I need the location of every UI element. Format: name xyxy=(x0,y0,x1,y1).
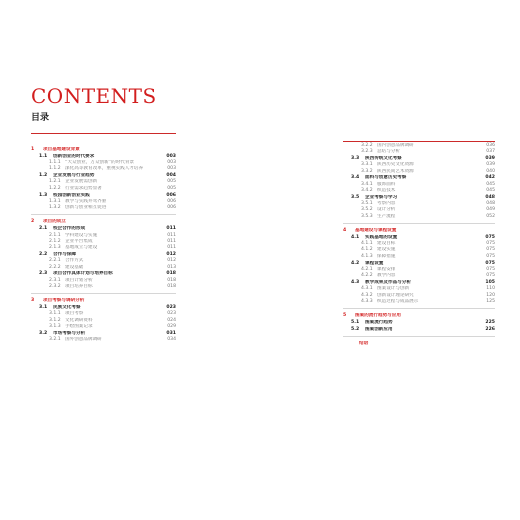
toc-number: 2.2 xyxy=(39,251,48,257)
toc-number: 3.5.1 xyxy=(361,201,373,207)
toc-number: 1 xyxy=(31,147,35,152)
toc-page-number: 011 xyxy=(167,245,176,251)
toc-entry-text: 企业考察与学习 xyxy=(365,194,398,200)
toc-page-number: 012 xyxy=(167,258,176,264)
toc-page-number: 024 xyxy=(167,317,176,323)
toc-number: 2.3.1 xyxy=(49,277,61,283)
section-divider xyxy=(343,336,495,337)
left-rule xyxy=(31,133,176,134)
toc-entry-text: 建设目标 xyxy=(377,241,396,247)
toc-entry-text: 校企合作的形成 xyxy=(53,226,86,232)
toc-entry-text: 建设实施 xyxy=(377,247,396,253)
toc-entry-text: 基地建设与课程设置 xyxy=(355,228,397,234)
toc-entry-text: 国外创意品牌调研 xyxy=(65,337,102,343)
toc-entry-text: 图案的流行趋势与应用 xyxy=(355,313,401,319)
toc-number: 4.1 xyxy=(351,234,360,240)
toc-number: 3.5 xyxy=(351,194,360,200)
toc-page-number: 023 xyxy=(166,305,176,311)
toc-page-number: 005 xyxy=(167,185,176,191)
toc-entry-text: 服饰面料 xyxy=(377,181,396,187)
toc-number: 1.2.1 xyxy=(49,179,61,185)
toc-page-number: 034 xyxy=(167,337,176,343)
toc-number: 3.5.3 xyxy=(361,213,373,219)
toc-number: 2.3 xyxy=(39,271,48,277)
toc-page-number: 075 xyxy=(486,253,495,259)
toc-number: 3.2.1 xyxy=(49,337,61,343)
toc-page-number: 005 xyxy=(167,179,176,185)
toc-entry-text: 深化高等教育改革，重视实践人才培养 xyxy=(65,166,144,172)
toc-number: 4 xyxy=(343,228,347,234)
toc-number: 2.1.1 xyxy=(49,232,61,238)
toc-entry-text: 图案流行趋势 xyxy=(365,319,393,325)
toc-number: 3.2 xyxy=(39,330,48,336)
toc-number: 4.3 xyxy=(351,279,360,285)
toc-subsection xyxy=(343,254,495,260)
toc-subsection xyxy=(31,245,176,251)
toc-entry-text: 织造技术 xyxy=(377,188,396,194)
toc-page-number: 011 xyxy=(167,238,176,244)
toc-page-number: 037 xyxy=(486,149,495,155)
toc-entry-text: 企业平台集成 xyxy=(65,238,93,244)
toc-entry-text: 设计分析 xyxy=(377,207,396,213)
toc-number: 3.2.3 xyxy=(361,149,373,155)
contents-title-cn: 目录 xyxy=(31,113,50,123)
toc-entry-text: 创新创业的时代要求 xyxy=(53,153,95,159)
toc-page-number: 048 xyxy=(485,194,495,200)
toc-entry-text: 基地成立与建设 xyxy=(65,245,98,251)
toc-entry-text: 项目基地建设背景 xyxy=(43,147,80,152)
toc-number: 3.1.3 xyxy=(49,323,61,329)
toc-chapter xyxy=(343,228,495,234)
toc-page-number: 075 xyxy=(486,241,495,247)
toc-page-number: 018 xyxy=(167,277,176,283)
toc-entry-text: 国内创意品牌调研 xyxy=(377,143,414,148)
toc-entry-text: 考察内容 xyxy=(377,201,396,207)
toc-entry-text: 实践基地的设置 xyxy=(365,234,398,240)
toc-entry-text: 陕西历史文化资源 xyxy=(377,162,414,168)
toc-chapter xyxy=(31,147,176,153)
toc-subsection xyxy=(31,166,176,172)
toc-entry-text: 校园创新创业实践 xyxy=(53,192,90,198)
toc-entry-text: 项目考察与调研分析 xyxy=(43,298,85,304)
toc-page-number: 048 xyxy=(486,201,495,207)
toc-chapter xyxy=(343,313,495,319)
toc-page-number: 036 xyxy=(486,143,495,148)
toc-entry-text: 教学内容 xyxy=(377,273,396,279)
toc-entry-text: 建设基础 xyxy=(65,264,84,270)
toc-page-number: 013 xyxy=(167,264,176,270)
toc-number: 2.3.2 xyxy=(49,283,61,289)
toc-page-number: 125 xyxy=(486,298,495,304)
toc-number: 4.1.1 xyxy=(361,241,373,247)
toc-page-number: 003 xyxy=(166,153,176,159)
toc-number: 1.1.2 xyxy=(49,166,61,172)
toc-number: 1.1 xyxy=(39,153,48,159)
toc-number: 1.3 xyxy=(39,192,48,198)
toc-page-number: 003 xyxy=(167,160,176,166)
section-divider xyxy=(31,214,176,215)
toc-entry-text: 结语 xyxy=(359,341,369,347)
toc-page-number: 004 xyxy=(166,173,176,179)
toc-right-column xyxy=(343,143,495,347)
toc-number: 1.3.1 xyxy=(49,198,61,204)
toc-page-number: 075 xyxy=(486,273,495,279)
toc-number: 3.1.2 xyxy=(49,317,61,323)
toc-entry-text: 企业发展与行业趋势 xyxy=(53,173,95,179)
toc-subsection xyxy=(31,205,176,211)
toc-entry-text: 课程安排 xyxy=(377,266,396,272)
toc-entry-text: 教学成果及作品与分析 xyxy=(365,279,411,285)
toc-conclusion xyxy=(343,341,495,347)
section-divider xyxy=(343,223,495,224)
toc-page-number: 075 xyxy=(485,234,495,240)
toc-entry-text: 合作方式 xyxy=(65,258,84,264)
section-divider xyxy=(31,293,176,294)
section-divider xyxy=(343,308,495,309)
toc-page-number: 225 xyxy=(485,319,495,325)
toc-subsection xyxy=(343,188,495,194)
toc-number: 4.3.1 xyxy=(361,286,373,292)
toc-entry-text: 创新设计理论研究 xyxy=(377,292,414,298)
toc-entry-text: 市场考察与分析 xyxy=(53,330,86,336)
toc-number: 4.3.3 xyxy=(361,298,373,304)
toc-entry-text: 项目考察 xyxy=(65,311,84,317)
toc-entry-text: 企业发展需创新 xyxy=(65,179,98,185)
toc-page-number: 012 xyxy=(166,251,176,257)
toc-subsection xyxy=(31,337,176,343)
toc-entry-text: 织造过程与成品展示 xyxy=(377,298,419,304)
toc-number: 4.2.2 xyxy=(361,273,373,279)
toc-page-number: 003 xyxy=(167,166,176,172)
toc-number: 3.3.2 xyxy=(361,168,373,174)
toc-entry-text: 陕西民间艺术资源 xyxy=(377,168,414,174)
toc-page-number: 120 xyxy=(486,292,495,298)
toc-entry-text: 图案创新应用 xyxy=(365,326,393,332)
toc-number: 1.2 xyxy=(39,173,48,179)
toc-number: 3 xyxy=(31,298,35,304)
toc-page-number: 006 xyxy=(167,205,176,211)
toc-number: 3.5.2 xyxy=(361,207,373,213)
toc-page-number: 023 xyxy=(167,311,176,317)
toc-number: 4.1.3 xyxy=(361,253,373,259)
toc-page-number: 105 xyxy=(485,279,495,285)
toc-number: 3.4 xyxy=(351,175,360,181)
toc-subsection xyxy=(343,214,495,220)
toc-entry-text: 民族文化考察 xyxy=(53,305,81,311)
toc-page-number: 040 xyxy=(486,168,495,174)
toc-page-number: 031 xyxy=(166,330,176,336)
toc-chapter xyxy=(31,298,176,304)
toc-subsection xyxy=(343,169,495,175)
toc-entry-text: 行业需求趋势显著 xyxy=(65,185,102,191)
toc-entry-text: 教学与实践并驾齐驱 xyxy=(65,198,107,204)
toc-entry-text: 图案设计与创新 xyxy=(377,286,410,292)
toc-number: 1.3.2 xyxy=(49,205,61,211)
toc-entry-text: 项目的成立 xyxy=(43,219,66,225)
toc-subsection xyxy=(343,149,495,155)
toc-subsection xyxy=(31,284,176,290)
toc-number: 5 xyxy=(343,313,347,319)
toc-number: 3.4.1 xyxy=(361,181,373,187)
toc-page-number: 039 xyxy=(485,156,495,162)
toc-number: 3.3.1 xyxy=(361,162,373,168)
toc-number: 3.1.1 xyxy=(49,311,61,317)
toc-entry-text: 项目培养目标 xyxy=(65,283,93,289)
toc-number: 4.1.2 xyxy=(361,247,373,253)
toc-entry-text: 课程设置 xyxy=(365,260,384,266)
right-rule xyxy=(343,141,495,142)
toc-entry-text: 学科建设与实施 xyxy=(65,232,98,238)
toc-page-number: 018 xyxy=(167,283,176,289)
toc-entry-text: 保障措施 xyxy=(377,253,396,259)
toc-page-number: 052 xyxy=(486,213,495,219)
toc-number: 2.1 xyxy=(39,226,48,232)
contents-title: CONTENTS xyxy=(31,84,157,108)
toc-entry-text: 项目合作具体计划与培养目标 xyxy=(53,271,113,277)
toc-page-number: 029 xyxy=(167,323,176,329)
toc-page-number: 018 xyxy=(166,271,176,277)
toc-subsection xyxy=(31,324,176,330)
toc-number: 2.1.3 xyxy=(49,245,61,251)
toc-entry-text: 文化调研资料 xyxy=(65,317,93,323)
toc-page-number: 011 xyxy=(166,226,176,232)
toc-number: 3.1 xyxy=(39,305,48,311)
toc-page-number: 039 xyxy=(486,162,495,168)
toc-page-number: 042 xyxy=(485,175,495,181)
toc-subsection xyxy=(343,273,495,279)
toc-page-number: 045 xyxy=(486,181,495,187)
toc-page-number: 226 xyxy=(485,326,495,332)
toc-section xyxy=(343,320,495,326)
toc-page-number: 045 xyxy=(486,188,495,194)
toc-entry-text: 生产流程 xyxy=(377,213,396,219)
toc-entry-text: 总结与分析 xyxy=(377,149,400,155)
toc-number: 3.3 xyxy=(351,156,360,162)
toc-subsection xyxy=(31,265,176,271)
toc-subsection xyxy=(31,186,176,192)
toc-entry-text: 创新与创业相互促进 xyxy=(65,205,107,211)
toc-entry-text: 陕西传统文化考察 xyxy=(365,156,402,162)
toc-number: 2.2.1 xyxy=(49,258,61,264)
toc-number: 4.2.1 xyxy=(361,266,373,272)
toc-number: 3.4.2 xyxy=(361,188,373,194)
toc-page-number: 075 xyxy=(486,266,495,272)
toc-entry-text: “大众创业，万众创新”的时代背景 xyxy=(65,160,135,166)
toc-page-number: 006 xyxy=(166,192,176,198)
toc-page-number: 075 xyxy=(486,247,495,253)
toc-number: 5.2 xyxy=(351,326,360,332)
toc-number: 3.2.2 xyxy=(361,143,373,148)
toc-number: 5.1 xyxy=(351,319,360,325)
toc-number: 1.2.2 xyxy=(49,185,61,191)
toc-entry-text: 手绘图案记录 xyxy=(65,323,93,329)
toc-chapter xyxy=(31,219,176,225)
toc-entry-text: 面料与创意历史考察 xyxy=(365,175,407,181)
toc-number: 2 xyxy=(31,219,35,225)
toc-number: 4.2 xyxy=(351,260,360,266)
toc-subsection xyxy=(343,299,495,305)
toc-section xyxy=(343,327,495,333)
toc-number: 2.2.2 xyxy=(49,264,61,270)
toc-entry-text: 项目计划分析 xyxy=(65,277,93,283)
toc-number: 2.1.2 xyxy=(49,238,61,244)
toc-page-number: 006 xyxy=(167,198,176,204)
toc-number: 4.3.2 xyxy=(361,292,373,298)
toc-left-column xyxy=(31,146,176,343)
toc-page-number: 011 xyxy=(167,232,176,238)
toc-entry-text: 合作与保障 xyxy=(53,251,76,257)
toc-number: 1.1.1 xyxy=(49,160,61,166)
toc-page-number: 110 xyxy=(486,286,495,292)
toc-page-number: 075 xyxy=(485,260,495,266)
toc-page-number: 049 xyxy=(486,207,495,213)
